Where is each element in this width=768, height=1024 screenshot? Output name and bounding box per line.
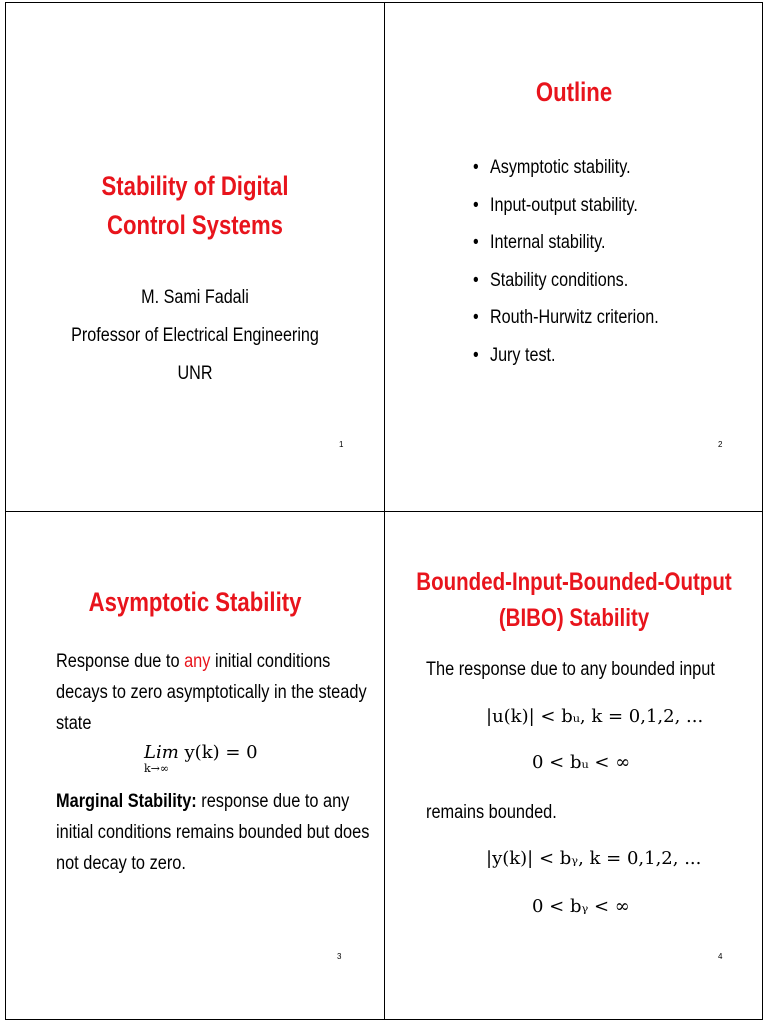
list-item-label: Jury test. [490, 344, 556, 366]
input-bound-equation: |u(k)| < bᵤ, k = 0,1,2, ... [486, 706, 704, 727]
lim-operator: Lim [144, 742, 179, 763]
output-bound-equation: |y(k)| < bᵧ, k = 0,1,2, ... [486, 848, 702, 869]
page-number: 4 [718, 952, 723, 961]
slide-2 [385, 3, 763, 511]
slide-1 [6, 3, 384, 511]
bullet-icon: • [473, 307, 479, 328]
page-number: 1 [339, 440, 344, 449]
text-run: Response due to [56, 651, 185, 672]
list-item-label: Asymptotic stability. [490, 157, 631, 178]
slide-2-title: Outline [535, 77, 613, 107]
outline-list [473, 149, 659, 374]
page-number: 3 [337, 952, 342, 961]
list-item [473, 262, 659, 300]
text-run: initial conditions [210, 651, 331, 672]
slide-4-title-line2: (BIBO) Stability [498, 604, 650, 633]
slide-3 [6, 512, 384, 1020]
bullet-icon: • [473, 269, 479, 291]
text-line: initial conditions remains bounded but does [56, 822, 370, 843]
slide-4 [385, 512, 763, 1020]
list-item-label: Routh-Hurwitz criterion. [490, 307, 659, 328]
lim-body: y(k) = 0 [184, 742, 258, 763]
input-bound-range: 0 < bᵤ < ∞ [532, 752, 631, 773]
output-bound-range: 0 < bᵧ < ∞ [532, 896, 630, 917]
bullet-icon: • [473, 232, 479, 253]
page-number: 2 [718, 440, 723, 449]
list-item [473, 224, 659, 262]
slide-3-title: Asymptotic Stability [88, 587, 302, 617]
slide-4-title-line1: Bounded-Input-Bounded-Output [416, 568, 732, 596]
emphasis-any: any [184, 651, 211, 672]
author-institution: UNR [177, 363, 213, 384]
asymptotic-definition [56, 646, 367, 739]
list-item [473, 149, 659, 187]
bullet-icon: • [473, 344, 479, 366]
text-line: decays to zero asymptotically in the steady [56, 682, 367, 703]
bullet-icon: • [473, 157, 479, 178]
text-line: not decay to zero. [56, 853, 186, 874]
list-item-label: Stability conditions. [490, 269, 629, 291]
slide-1-title-line2: Control Systems [107, 210, 283, 241]
text-run: response due to any [196, 791, 350, 812]
limit-equation [144, 742, 258, 775]
list-item-label: Input-output stability. [490, 194, 638, 216]
marginal-stability-label: Marginal Stability: [56, 791, 197, 812]
author-position: Professor of Electrical Engineering [71, 325, 319, 346]
author-name: M. Sami Fadali [141, 287, 249, 308]
slide-1-title-line1: Stability of Digital [101, 171, 289, 201]
bibo-middle: remains bounded. [426, 802, 557, 823]
list-item [473, 299, 659, 337]
list-item-label: Internal stability. [490, 232, 606, 253]
list-item [473, 337, 659, 375]
lim-subscript: k→∞ [144, 762, 170, 775]
list-item [473, 187, 659, 225]
marginal-stability-definition [56, 786, 369, 879]
text-line: state [56, 713, 92, 734]
bullet-icon: • [473, 194, 479, 216]
bibo-intro: The response due to any bounded input [426, 659, 715, 680]
